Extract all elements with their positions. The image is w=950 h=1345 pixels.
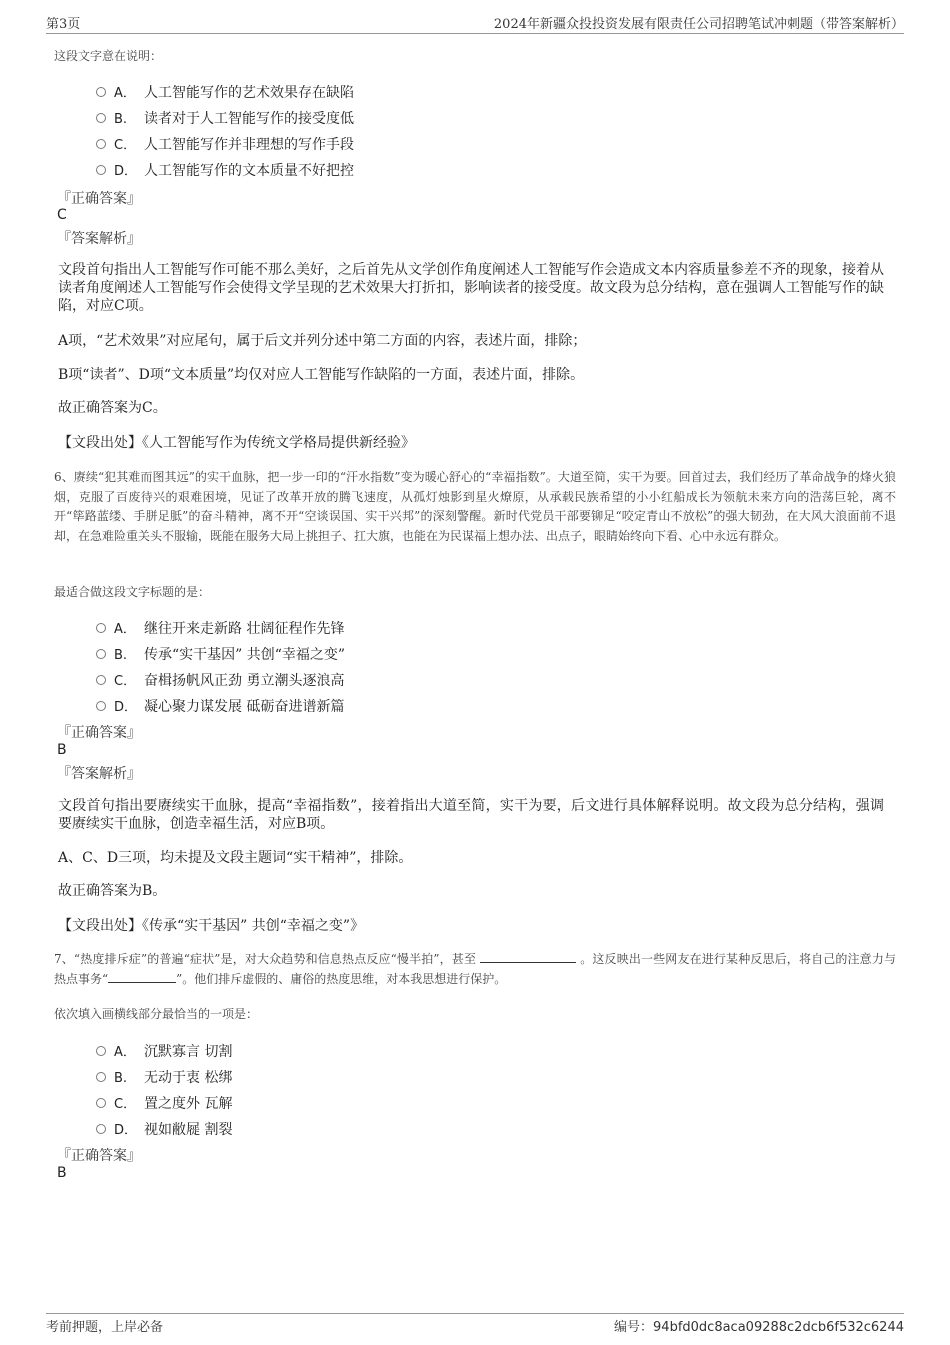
page-footer: [46, 1313, 904, 1338]
option-c[interactable]: C． 置之度外 瓦解: [96, 1093, 232, 1113]
option-a[interactable]: A． 继往开来走新路 壮阔征程作先锋: [96, 618, 344, 638]
analysis-paragraph: 文段首句指出人工智能写作可能不那么美好，之后首先从文学创作角度阐述人工智能写作会造成文本内容质量参差不齐的现象，接着从读者角度阐述人工智能写作会使得文学呈现的艺术效果大打折扣，影响读者的接受度。故文段为总分结构，意在强调人工智能写作的缺陷，对应C项。: [58, 262, 884, 314]
radio-icon[interactable]: [96, 139, 106, 149]
document-title: 2024年新疆众投投资发展有限责任公司招聘笔试冲刺题（带答案解析）: [493, 17, 904, 32]
analysis-paragraph: 文段首句指出要赓续实干血脉，提高“幸福指数”，接着指出大道至简，实干为要，后文进行具体解释说明。故文段为总分结构，强调要赓续实干血脉，创造幸福生活，对应B项。: [58, 798, 884, 832]
option-b[interactable]: B. 无动于衷 松绑: [96, 1067, 232, 1087]
analysis-paragraph: B项“读者”、D项“文本质量”均仅对应人工智能写作缺陷的一方面，表述片面，排除。: [58, 367, 585, 383]
analysis-paragraph: 故正确答案为C。: [58, 400, 167, 416]
option-a[interactable]: A． 沉默寡言 切割: [96, 1041, 232, 1061]
radio-icon[interactable]: [96, 1072, 106, 1082]
document-id: 编号：94bfd0dc8aca09288c2dcb6f532c6244: [614, 1320, 904, 1335]
analysis-paragraph: A项，“艺术效果”对应尾句，属于后文并列分述中第二方面的内容，表述片面，排除；: [58, 333, 587, 349]
analysis-paragraph: A、C、D三项，均未提及文段主题词“实干精神”，排除。: [58, 850, 413, 866]
option-d[interactable]: D． 视如敝屣 割裂: [96, 1119, 232, 1139]
fill-blank: [480, 950, 576, 963]
radio-icon[interactable]: [96, 1046, 106, 1056]
option-d[interactable]: D． 凝心聚力谋发展 砥砺奋进谱新篇: [96, 696, 344, 716]
option-d[interactable]: D． 人工智能写作的文本质量不好把控: [96, 160, 354, 180]
source-citation: 【文段出处】《人工智能写作为传统文学格局提供新经验》: [58, 435, 415, 451]
radio-icon[interactable]: [96, 1098, 106, 1108]
option-b[interactable]: B. 传承“实干基因” 共创“幸福之变”: [96, 644, 345, 664]
analysis-label: 『答案解析』: [57, 766, 141, 782]
radio-icon[interactable]: [96, 1124, 106, 1134]
option-a[interactable]: A． 人工智能写作的艺术效果存在缺陷: [96, 82, 354, 102]
option-c[interactable]: C． 奋楫扬帆风正劲 勇立潮头逐浪高: [96, 670, 344, 690]
page-number: 第3页: [46, 17, 81, 32]
question-prompt: 依次填入画横线部分最恰当的一项是：: [54, 1007, 259, 1021]
question-stem: 7、“热度排斥症”的普遍“症状”是，对大众趋势和信息热点反应“慢半拍”，甚至 。这反映出一些网友在进行某种反思后，将自己的注意力与热点事务“ ”。他们排斥虚假的、庸俗的热度思维，对本我思想进行保护。: [54, 952, 896, 986]
radio-icon[interactable]: [96, 87, 106, 97]
radio-icon[interactable]: [96, 113, 106, 123]
footer-slogan: 考前押题，上岸必备: [46, 1320, 164, 1335]
answer-label: 『正确答案』: [57, 725, 141, 741]
radio-icon[interactable]: [96, 675, 106, 685]
question-stem: 6、赓续“犯其难而图其远”的实干血脉，把一步一印的“汗水指数”变为暖心舒心的“幸福指数”。大道至简，实干为要。回首过去，我们经历了革命战争的烽火狼烟，克服了百废待兴的艰难困境，见证了改革开放的腾飞速度，从孤灯烛影到星火燎原，从承载民族希望的小小红船成长为领航未来方向的浩荡巨轮，离不开“筚路蓝缕、手胼足胝”的奋斗精神，离不开“空谈误国、实干兴邦”的深刻警醒。新时代党员干部要铆足“咬定青山不放松”的强大韧劲，在大风大浪面前不退却，在急难险重关头不服输，既能在服务大局上挑担子、扛大旗，也能在为民谋福上想办法、出点子，眼睛始终向下看、心中永远有群众。: [54, 470, 896, 543]
answer-value: B: [57, 742, 67, 758]
radio-icon[interactable]: [96, 623, 106, 633]
answer-label: 『正确答案』: [57, 1148, 141, 1164]
answer-label: 『正确答案』: [57, 191, 141, 207]
answer-value: B: [57, 1165, 67, 1181]
radio-icon[interactable]: [96, 649, 106, 659]
option-c[interactable]: C． 人工智能写作并非理想的写作手段: [96, 134, 354, 154]
answer-value: C: [57, 207, 67, 223]
option-b[interactable]: B. 读者对于人工智能写作的接受度低: [96, 108, 354, 128]
source-citation: 【文段出处】《传承“实干基因” 共创“幸福之变”》: [58, 918, 365, 934]
question-prompt: 这段文字意在说明：: [54, 49, 163, 63]
fill-blank: [108, 970, 176, 983]
analysis-paragraph: 故正确答案为B。: [58, 883, 167, 899]
analysis-label: 『答案解析』: [57, 231, 141, 247]
question-prompt: 最适合做这段文字标题的是：: [54, 585, 211, 599]
document-code: 94bfd0dc8aca09288c2dcb6f532c6244: [653, 1320, 904, 1335]
page-header: [46, 13, 904, 34]
radio-icon[interactable]: [96, 701, 106, 711]
radio-icon[interactable]: [96, 165, 106, 175]
